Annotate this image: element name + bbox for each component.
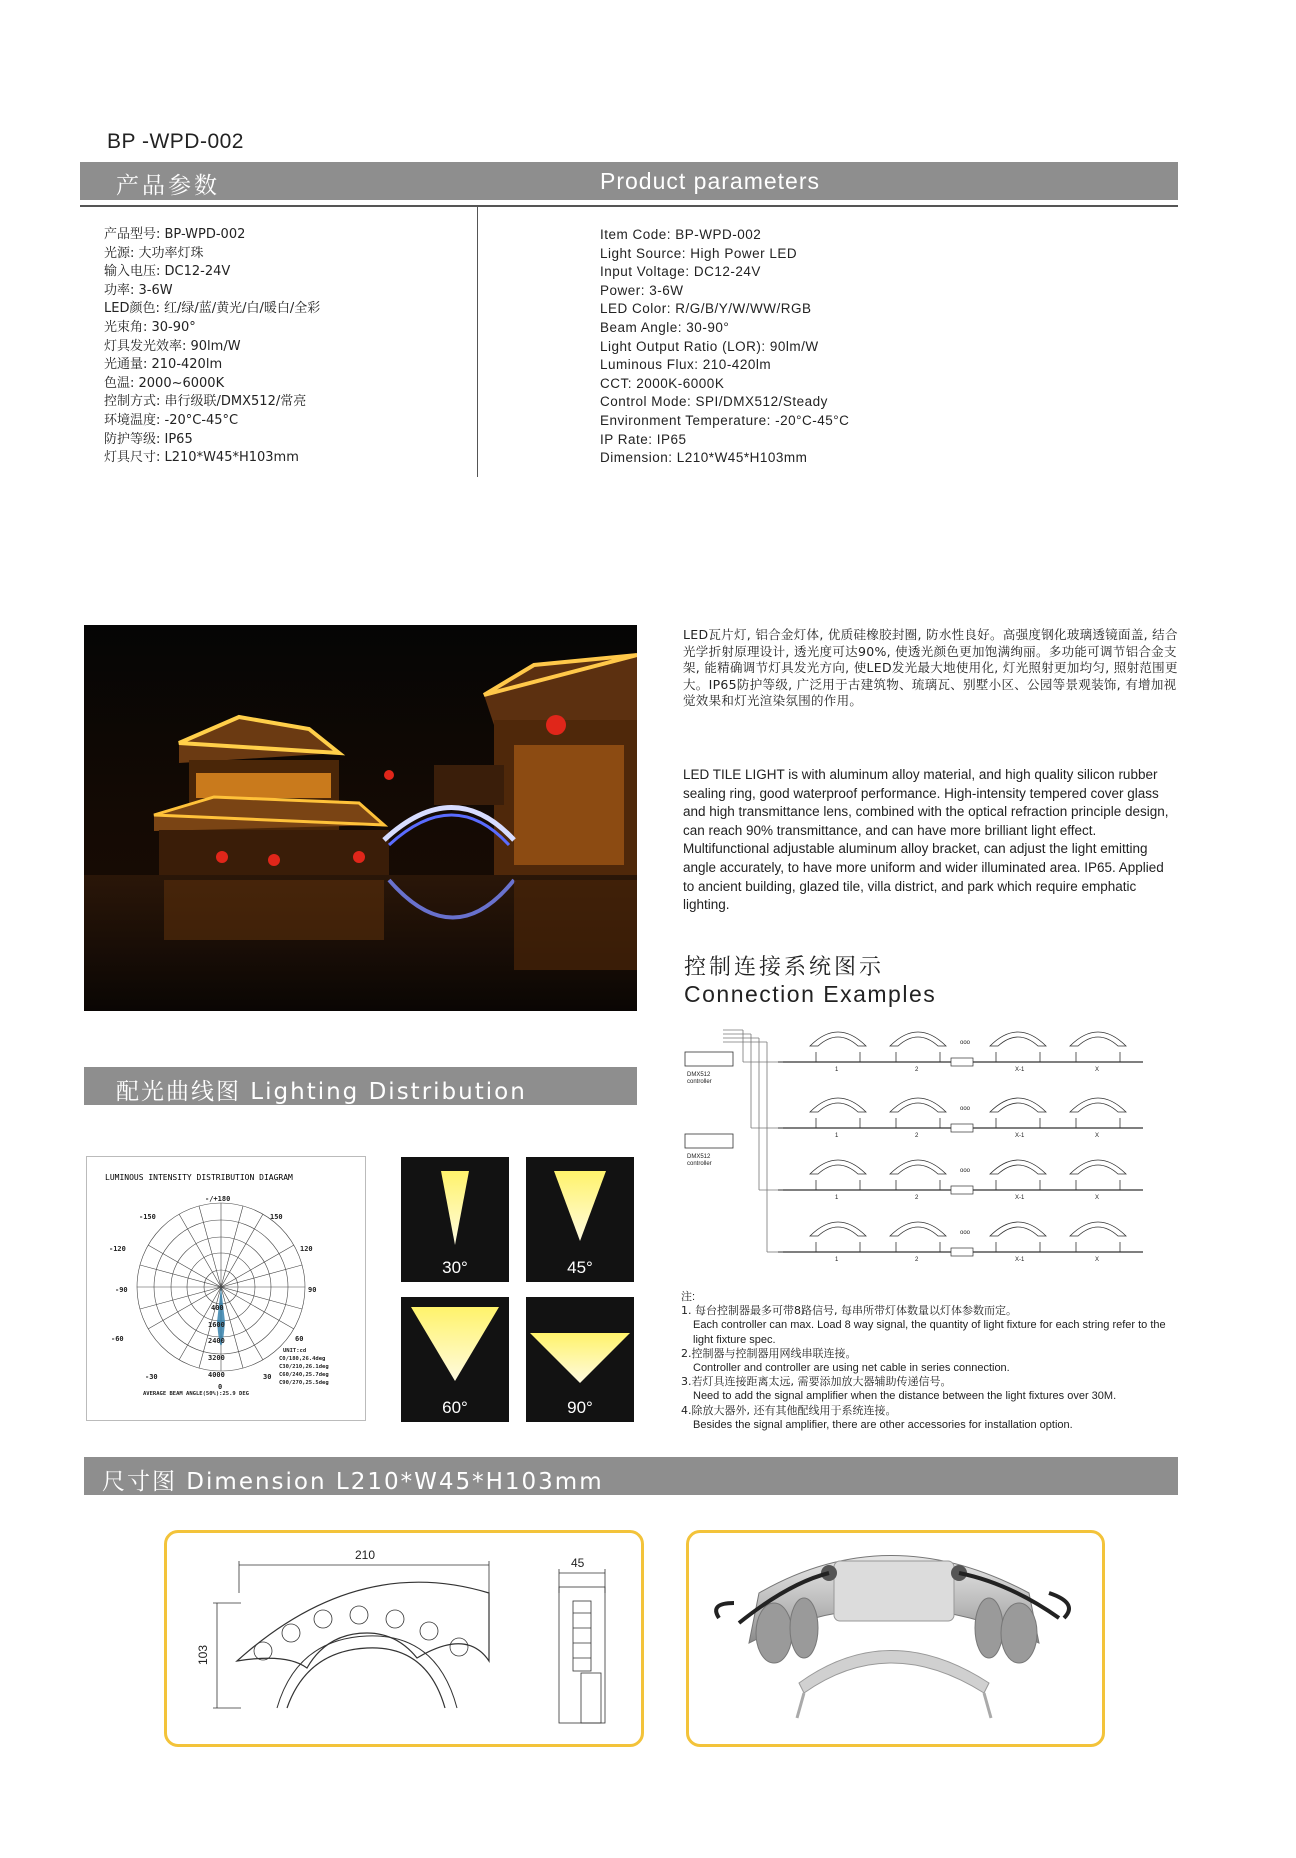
lamp-icon [1070,1098,1126,1112]
ellipsis-label: ooo [960,1040,971,1046]
dimension-drawing-frame [164,1530,644,1747]
dimension-drawing [167,1533,635,1738]
note-4-en: Besides the signal amplifier, there are other accessories for installation option. [693,1418,1073,1431]
product-photo [689,1533,1096,1738]
beam-60-label-wrap [401,1297,509,1422]
dimension-width-label: 45 [571,1556,585,1570]
param-en-row: Environment Temperature: -20°C-45°C [600,412,850,428]
note-1-cn: 1. 每台控制器最多可带8路信号, 每串所带灯体数量以灯体参数而定。 [681,1304,1017,1318]
angle-p30: 30 [263,1373,272,1381]
ellipsis-label: ooo [960,1168,971,1174]
param-en-row: Control Mode: SPI/DMX512/Steady [600,394,828,410]
param-en-row: Luminous Flux: 210-420lm [600,357,772,373]
node-label: X-1 [1015,1133,1025,1139]
dimension-height-label: 103 [196,1644,210,1665]
model-code: BP -WPD-002 [107,130,244,153]
node-label: 1 [835,1257,839,1263]
lamp-icon [1070,1160,1126,1174]
node-label: 2 [915,1195,919,1201]
node-label: X [1095,1133,1100,1139]
lamp-icon [890,1098,946,1112]
angle-p120: 120 [300,1245,313,1253]
notes [681,1290,1181,1432]
param-en-row: IP Rate: IP65 [600,431,687,447]
node-label: 1 [835,1195,839,1201]
ellipsis-label: ooo [960,1230,971,1236]
connection-diagram [683,1024,1153,1289]
param-en-row: Beam Angle: 30-90° [600,319,730,335]
beam-45-label: 45° [567,1258,593,1277]
ring-3200: 3200 [208,1354,225,1362]
note-2-en: Controller and controller are using net cable in series connection. [693,1362,1010,1375]
description-en: LED TILE LIGHT is with aluminum alloy material, and high quality silicon rubber sealing ring, good waterproof performance. High-intensity tempered cover glass and high transmittance lens, combined with the optical refraction principle design, can reach 90% transmittance, and can have more brilliant light effect. Multifunctional adjustable aluminum alloy bracket, can adjust the light emitting angle accurately, to have more uniform and wider illuminated area. IP65. Applied to ancient building, glazed tile, villa district, and park which require emphatic lighting. [683,767,1169,913]
param-en-row: Input Voltage: DC12-24V [600,264,761,280]
node-label: 2 [915,1257,919,1263]
param-en-row: Item Code: BP-WPD-002 [600,227,762,242]
params-header-bar [80,162,1178,200]
param-cn-row: 光通量: 210-420lm [104,357,223,373]
average-beam-angle: AVERAGE BEAM ANGLE(50%):25.9 DEG [143,1391,249,1397]
param-cn-row: 输入电压: DC12-24V [104,264,231,280]
lamp-icon [990,1160,1046,1174]
polar-diagram [86,1156,366,1421]
unit-label: UNIT:cd [283,1348,307,1354]
lamp-icon [810,1032,866,1046]
ring-400: 400 [211,1304,224,1312]
angle-p60: 60 [295,1335,304,1343]
angle-top: -/+180 [205,1195,231,1203]
amplifier-icon [951,1186,973,1194]
legend-c60: C60/240,25.7deg [279,1372,329,1378]
param-cn-row: 灯具尺寸: L210*W45*H103mm [104,450,299,466]
product-photo-frame [686,1530,1105,1747]
lamp-icon [810,1160,866,1174]
param-en-row: Dimension: L210*W45*H103mm [600,450,808,466]
node-label: X [1095,1195,1100,1201]
lamp-icon [990,1222,1046,1236]
lighting-header-bar [84,1067,637,1105]
description-cn: LED瓦片灯, 铝合金灯体, 优质硅橡胶封圈, 防水性良好。高强度钢化玻璃透镜面盖, 结合光学折射原理设计, 透光度可达90%, 使透光颜色更加饱满绚丽。多功能可调节铝合金支架, 能精确调节灯具发光方向, 使LED发光最大地使用化, 灯光照射更加均匀, 照射范围更大。IP65防护等级, 广泛用于古建筑物、琉璃瓦、别墅小区、公园等景观装饰, 有增加视觉效果和灯光渲染氛围的作用。 [683,627,1178,708]
note-2-cn: 2.控制器与控制器用网线串联连接。 [681,1346,857,1360]
params-list-cn [104,226,320,468]
params-header-cn: 产品参数 [116,173,220,199]
node-label: 1 [835,1133,839,1139]
node-label: X [1095,1257,1100,1263]
ring-1600: 1600 [208,1321,225,1329]
notes-head: 注: [681,1291,696,1303]
param-cn-row: 功率: 3-6W [104,282,173,298]
param-en-row: LED Color: R/G/B/Y/W/WW/RGB [600,301,812,317]
angle-zero: 0 [218,1383,223,1391]
ring-2400: 2400 [208,1337,225,1345]
angle-m30: -30 [145,1373,158,1381]
note-4-cn: 4.除放大器外, 还有其他配线用于系统连接。 [681,1403,897,1417]
polar-title: LUMINOUS INTENSITY DISTRIBUTION DIAGRAM [105,1173,293,1182]
dimension-title: 尺寸图 Dimension L210*W45*H103mm [102,1469,604,1495]
controller-label: DMX512 [687,1072,711,1078]
node-label: 2 [915,1067,919,1073]
node-label: 2 [915,1133,919,1139]
ellipsis-label: ooo [960,1106,971,1112]
param-en-row: Light Source: High Power LED [600,245,798,261]
param-cn-row: 防护等级: IP65 [104,431,193,447]
angle-p90: 90 [308,1286,317,1294]
param-cn-row: 光源: 大功率灯珠 [104,245,204,261]
angle-m90: -90 [115,1286,128,1294]
controller-icon [685,1052,733,1066]
lamp-icon [810,1098,866,1112]
legend-c30: C30/210,26.1deg [279,1364,329,1370]
angle-m150: -150 [139,1213,156,1221]
lamp-icon [1070,1222,1126,1236]
param-en-row: CCT: 2000K-6000K [600,375,725,391]
param-en-row: Power: 3-6W [600,282,684,298]
param-cn-row: 环境温度: -20°C-45°C [104,412,239,428]
beam-90-label-wrap [526,1297,634,1422]
amplifier-icon [951,1058,973,1066]
note-1-en: Each controller can max. Load 8 way signal, the quantity of light fixture for each string refer to the light fixture spec. [693,1319,1166,1346]
connection-title-en: Connection Examples [684,981,937,1007]
beam-60-label: 60° [442,1398,468,1417]
param-cn-row: 灯具发光效率: 90lm/W [104,338,241,354]
lamp-icon [890,1032,946,1046]
lamp-icon [890,1160,946,1174]
params-header-en: Product parameters [600,168,820,194]
legend-c90: C90/270,25.5deg [279,1380,329,1386]
lamp-icon [810,1222,866,1236]
angle-p150: 150 [270,1213,283,1221]
params-list-en [600,226,849,468]
node-label: X [1095,1067,1100,1073]
amplifier-icon [951,1248,973,1256]
beam-45-label-wrap [526,1157,634,1282]
node-label: X-1 [1015,1195,1025,1201]
dimension-header-bar [84,1457,1178,1495]
note-3-en: Need to add the signal amplifier when the distance between the light fixtures over 30M. [693,1390,1117,1403]
lighting-title: 配光曲线图 Lighting Distribution [116,1079,527,1105]
node-label: X-1 [1015,1067,1025,1073]
param-en-row: Light Output Ratio (LOR): 90lm/W [600,338,819,354]
params-divider [477,207,478,477]
dimension-length-label: 210 [355,1548,376,1562]
param-cn-row: 产品型号: BP-WPD-002 [104,227,246,242]
node-label: 1 [835,1067,839,1073]
amplifier-icon [951,1124,973,1132]
controller-label: DMX512 [687,1154,711,1160]
controller-icon [685,1134,733,1148]
beam-30-label-wrap [401,1157,509,1282]
lamp-icon [1070,1032,1126,1046]
controller-label: controller [687,1079,712,1085]
angle-m60: -60 [111,1335,124,1343]
lamp-icon [990,1032,1046,1046]
header-underline [80,205,1178,207]
param-cn-row: 色温: 2000~6000K [104,375,225,391]
beam-30-label: 30° [442,1258,468,1277]
ring-4000: 4000 [208,1371,225,1379]
note-3-cn: 3.若灯具连接距离太远, 需要添加放大器辅助传递信号。 [681,1375,952,1389]
param-cn-row: 控制方式: 串行级联/DMX512/常亮 [104,394,307,410]
night-scene-photo [84,625,637,1011]
lamp-icon [890,1222,946,1236]
lamp-icon [990,1098,1046,1112]
beam-90-label: 90° [567,1398,593,1417]
node-label: X-1 [1015,1257,1025,1263]
param-cn-row: 光束角: 30-90° [104,319,196,335]
angle-m120: -120 [109,1245,126,1253]
legend-c0: C0/180,26.4deg [279,1356,326,1362]
connection-title-cn: 控制连接系统图示 [684,955,885,980]
controller-label: controller [687,1161,712,1167]
param-cn-row: LED颜色: 红/绿/蓝/黄光/白/暖白/全彩 [104,301,321,317]
